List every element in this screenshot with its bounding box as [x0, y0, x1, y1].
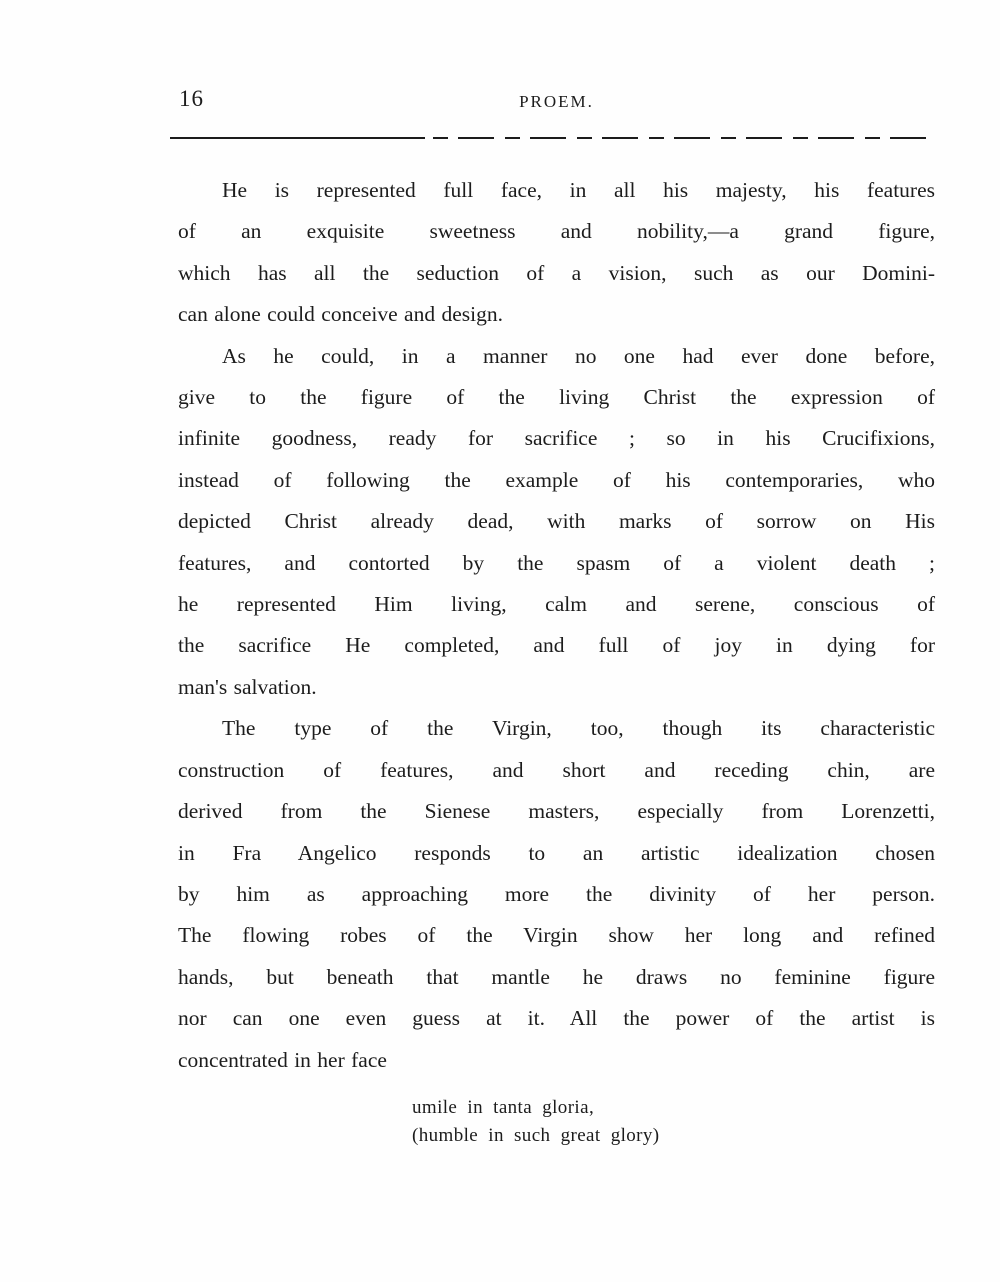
- paragraph-3: [178, 708, 935, 1081]
- text-line: concentrated in her face: [178, 1047, 387, 1072]
- body-text: [178, 170, 935, 1081]
- text-line: hands, but beneath that mantle he draws no feminine figure: [178, 964, 935, 989]
- text-line: give to the figure of the living Christ the expression of: [178, 385, 935, 410]
- quote-line-translation: (humble in such great glory): [412, 1124, 660, 1146]
- text-line: can alone could conceive and design.: [178, 302, 503, 327]
- text-line: which has all the seduction of a vision, such as our Domini-: [178, 260, 935, 285]
- paragraph-2: [178, 336, 935, 709]
- text-line: features, and contorted by the spasm of a violent death ;: [178, 550, 935, 575]
- text-line: instead of following the example of his contemporaries, who: [178, 467, 935, 492]
- text-line: derived from the Sienese masters, especially from Lorenzetti,: [178, 799, 935, 824]
- text-line: infinite goodness, ready for sacrifice ; so in his Crucifixions,: [178, 426, 935, 451]
- text-line: the sacrifice He completed, and full of joy in dying for: [178, 633, 935, 658]
- text-line: He is represented full face, in all his majesty, his features: [222, 178, 935, 202]
- text-line: As he could, in a manner no one had ever done before,: [222, 343, 935, 368]
- quote-block: [412, 1094, 660, 1149]
- text-line: The type of the Virgin, too, though its characteristic: [222, 716, 935, 741]
- text-line: he represented Him living, calm and serene, conscious of: [178, 592, 935, 617]
- text-line: in Fra Angelico responds to an artistic idealization chosen: [178, 840, 935, 865]
- running-head: PROEM.: [519, 92, 594, 111]
- text-line: construction of features, and short and receding chin, are: [178, 757, 935, 782]
- text-line: nor can one even guess at it. All the power of the artist is: [178, 1006, 935, 1031]
- text-line: man's salvation.: [178, 674, 317, 699]
- text-line: The flowing robes of the Virgin show her long and refined: [178, 923, 935, 948]
- text-line: of an exquisite sweetness and nobility,—a grand figure,: [178, 219, 935, 244]
- paragraph-1: [178, 170, 935, 336]
- header-rule: [170, 137, 935, 139]
- page-number: 16: [179, 86, 204, 111]
- quote-line-italian: umile in tanta gloria,: [412, 1097, 595, 1118]
- text-line: depicted Christ already dead, with marks of sorrow on His: [178, 509, 935, 534]
- text-line: by him as approaching more the divinity of her person.: [178, 881, 935, 906]
